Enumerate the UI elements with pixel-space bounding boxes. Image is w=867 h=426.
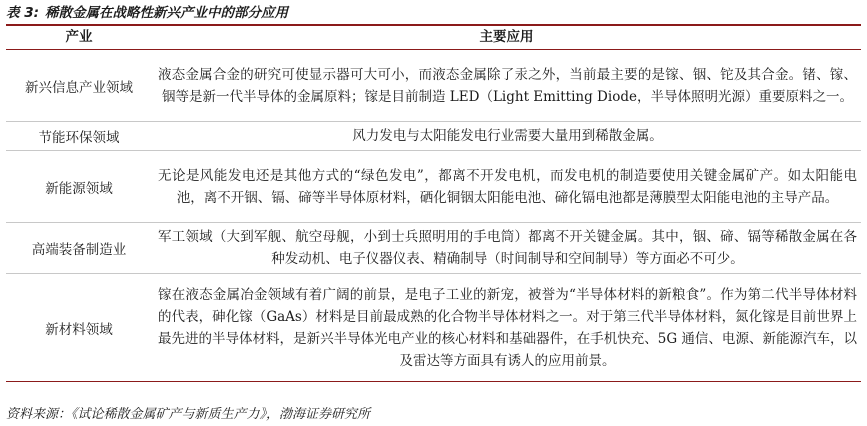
table-title: 稀散金属在战略性新兴产业中的部分应用 xyxy=(45,5,288,21)
application-cell: 风力发电与太阳能发电行业需要大量用到稀散金属。 xyxy=(152,122,861,151)
table-caption xyxy=(6,2,294,24)
table-row xyxy=(6,223,861,274)
application-cell: 军工领域（大到军舰、航空母舰，小到士兵照明用的手电筒）都离不开关键金属。其中，铟、碲、镉等稀散金属在各种发动机、电子仪器仪表、精确制导（时间制导和空间制导）等方面必不可少。 xyxy=(152,223,861,274)
table-row xyxy=(6,151,861,223)
industry-cell: 新材料领域 xyxy=(6,274,152,382)
application-cell: 液态金属合金的研究可使显示器可大可小，而液态金属除了汞之外，当前最主要的是镓、铟、铊及其合金。锗、镓、铟等是新一代半导体的金属原料；镓是目前制造 LED（Light Emitting Diode，半导体照明光源）重要原料之一。 xyxy=(152,50,861,122)
table-header-row xyxy=(6,25,861,50)
applications-table xyxy=(6,24,861,382)
industry-cell: 新能源领域 xyxy=(6,151,152,223)
industry-cell: 节能环保领域 xyxy=(6,122,152,151)
table-number: 表 3: xyxy=(6,5,39,21)
source-note: 资料来源：《试论稀散金属矿产与新质生产力》，渤海证券研究所 xyxy=(6,407,371,422)
application-cell: 无论是风能发电还是其他方式的“绿色发电”，都离不开发电机，而发电机的制造要使用关键金属矿产。如太阳能电池，离不开铟、镉、碲等半导体原材料，硒化铜铟太阳能电池、碲化镉电池都是薄膜型太阳能电池的主导产品。 xyxy=(152,151,861,223)
industry-cell: 新兴信息产业领域 xyxy=(6,50,152,122)
column-header-industry: 产业 xyxy=(6,25,152,50)
industry-cell: 高端装备制造业 xyxy=(6,223,152,274)
application-cell: 镓在液态金属冶金领域有着广阔的前景，是电子工业的新宠，被誉为“半导体材料的新粮食”。作为第二代半导体材料的代表，砷化镓（GaAs）材料是目前最成熟的化合物半导体材料之一。对于第三代半导体材料，氮化镓是目前世界上最先进的半导体材料，是新兴半导体光电产业的核心材料和基础器件，在手机快充、5G 通信、电源、新能源汽车，以及雷达等方面具有诱人的应用前景。 xyxy=(152,274,861,382)
column-header-application: 主要应用 xyxy=(152,25,861,50)
table-row xyxy=(6,274,861,382)
table-row xyxy=(6,50,861,122)
table-row xyxy=(6,122,861,151)
